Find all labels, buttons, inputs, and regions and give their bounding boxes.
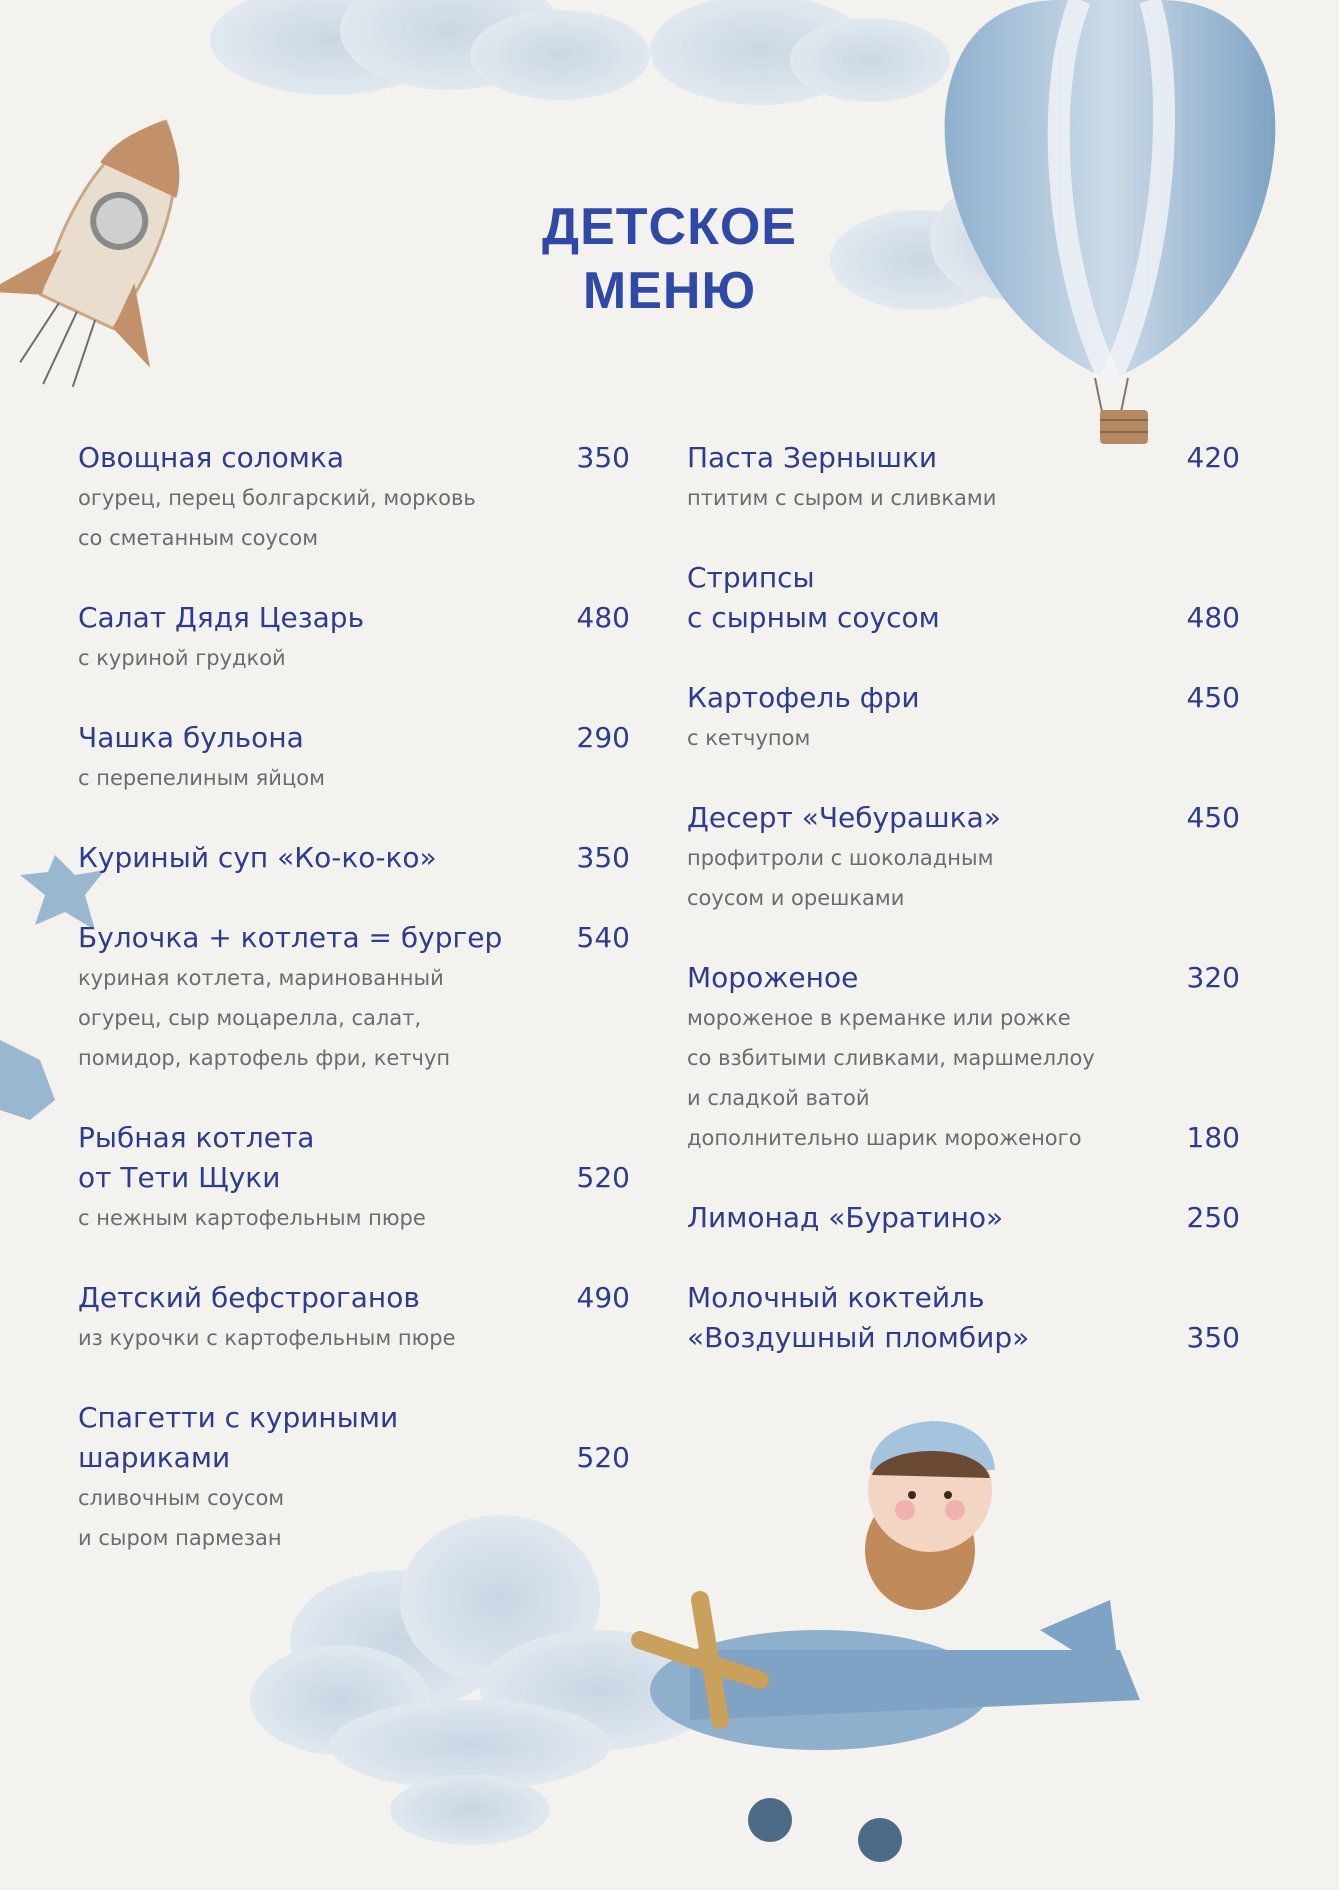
menu-item <box>78 438 630 558</box>
item-name-line: Лимонад «Буратино» <box>687 1201 1004 1234</box>
item-name <box>78 1118 314 1198</box>
item-description-line: куриная котлета, маринованный <box>78 966 444 990</box>
menu-item <box>687 678 1240 758</box>
item-description-line: профитроли с шоколадным <box>687 846 994 870</box>
item-description <box>78 1198 630 1238</box>
item-name-line: Спагетти с куриными <box>78 1401 399 1434</box>
item-description <box>687 998 1240 1118</box>
clouds-bottom-illustration <box>250 1515 720 1845</box>
item-name-line: Десерт «Чебурашка» <box>687 801 1001 834</box>
menu-item <box>78 718 630 798</box>
item-name <box>78 718 304 758</box>
item-price: 520 <box>576 1161 630 1194</box>
item-description-line: из курочки с картофельным пюре <box>78 1326 456 1350</box>
menu-column-left <box>78 438 630 1558</box>
item-name-line: Овощная соломка <box>78 441 344 474</box>
boy-pilot-airplane-illustration <box>640 1421 1140 1862</box>
item-price: 320 <box>1186 961 1240 994</box>
menu-item <box>687 1198 1240 1238</box>
item-name <box>687 558 940 638</box>
item-description-line: со взбитыми сливками, маршмеллоу <box>687 1046 1095 1070</box>
item-description <box>687 478 1240 518</box>
item-name <box>687 1278 1029 1358</box>
item-description <box>78 958 630 1078</box>
menu-title <box>0 195 1339 323</box>
item-price: 490 <box>576 1281 630 1314</box>
item-name-line: Куриный суп «Ко-ко-ко» <box>78 841 437 874</box>
item-name-line: Чашка бульона <box>78 721 304 754</box>
item-price: 540 <box>576 921 630 954</box>
item-description-line: с нежным картофельным пюре <box>78 1206 426 1230</box>
menu-item <box>687 798 1240 918</box>
item-description-line: сливочным соусом <box>78 1486 285 1510</box>
item-description-line: с кетчупом <box>687 726 811 750</box>
item-name-line: Салат Дядя Цезарь <box>78 601 365 634</box>
item-description-line: и сыром пармезан <box>78 1526 282 1550</box>
item-description-line: и сладкой ватой <box>687 1086 870 1110</box>
item-name <box>78 598 364 638</box>
menu-title-line: МЕНЮ <box>582 262 757 320</box>
item-name-line: с сырным соусом <box>687 601 940 634</box>
item-name <box>687 678 920 718</box>
menu-column-right <box>687 438 1240 1358</box>
menu-item <box>687 1278 1240 1358</box>
item-description <box>78 638 630 678</box>
item-description <box>78 1478 630 1558</box>
item-name-line: Детский бефстроганов <box>78 1281 420 1314</box>
item-description-line: мороженое в креманке или рожке <box>687 1006 1071 1030</box>
item-description-line: со сметанным соусом <box>78 526 319 550</box>
item-price: 420 <box>1186 441 1240 474</box>
item-price: 290 <box>576 721 630 754</box>
item-name-line: Булочка + котлета = бургер <box>78 921 503 954</box>
item-price: 520 <box>576 1441 630 1474</box>
item-name <box>687 1198 1003 1238</box>
item-name <box>78 918 502 958</box>
item-name-line: Картофель фри <box>687 681 920 714</box>
item-price: 450 <box>1186 681 1240 714</box>
item-name-line: Молочный коктейль <box>687 1281 985 1314</box>
item-name <box>78 1278 420 1318</box>
menu-item <box>687 558 1240 638</box>
menu-title-line: ДЕТСКОЕ <box>542 198 797 256</box>
menu-item <box>78 1278 630 1358</box>
item-description <box>687 718 1240 758</box>
item-description <box>687 838 1240 918</box>
menu-item <box>687 438 1240 518</box>
item-name <box>687 438 937 478</box>
item-name-line: Рыбная котлета <box>78 1121 315 1154</box>
item-name <box>78 1398 398 1478</box>
item-name-line: от Тети Щуки <box>78 1161 281 1194</box>
menu-item <box>78 838 630 878</box>
item-description-line: соусом и орешками <box>687 886 905 910</box>
item-name <box>78 838 437 878</box>
menu-item <box>687 958 1240 1158</box>
item-extra-price: 180 <box>1186 1121 1240 1154</box>
menu-item <box>78 918 630 1078</box>
item-price: 350 <box>576 841 630 874</box>
item-name-line: Стрипсы <box>687 561 815 594</box>
item-description <box>78 1318 630 1358</box>
item-price: 450 <box>1186 801 1240 834</box>
item-extra-option <box>687 1118 1240 1158</box>
item-description-line: с куриной грудкой <box>78 646 286 670</box>
item-description-line: огурец, перец болгарский, морковь <box>78 486 476 510</box>
item-description-line: птитим с сыром и сливками <box>687 486 997 510</box>
menu-item <box>78 1118 630 1238</box>
item-name-line: Паста Зернышки <box>687 441 938 474</box>
item-extra-label: дополнительно шарик мороженого <box>687 1126 1082 1150</box>
item-description <box>78 758 630 798</box>
menu-item <box>78 1398 630 1558</box>
item-name <box>78 438 344 478</box>
item-description-line: с перепелиным яйцом <box>78 766 325 790</box>
item-price: 480 <box>1186 601 1240 634</box>
item-description-line: помидор, картофель фри, кетчуп <box>78 1046 451 1070</box>
item-price: 350 <box>576 441 630 474</box>
menu-item <box>78 598 630 678</box>
item-price: 480 <box>576 601 630 634</box>
item-name-line: «Воздушный пломбир» <box>687 1321 1030 1354</box>
item-name-line: Мороженое <box>687 961 859 994</box>
item-name <box>687 798 1001 838</box>
item-price: 250 <box>1186 1201 1240 1234</box>
item-description-line: огурец, сыр моцарелла, салат, <box>78 1006 422 1030</box>
item-name <box>687 958 858 998</box>
item-name-line: шариками <box>78 1441 231 1474</box>
item-price: 350 <box>1186 1321 1240 1354</box>
item-description <box>78 478 630 558</box>
